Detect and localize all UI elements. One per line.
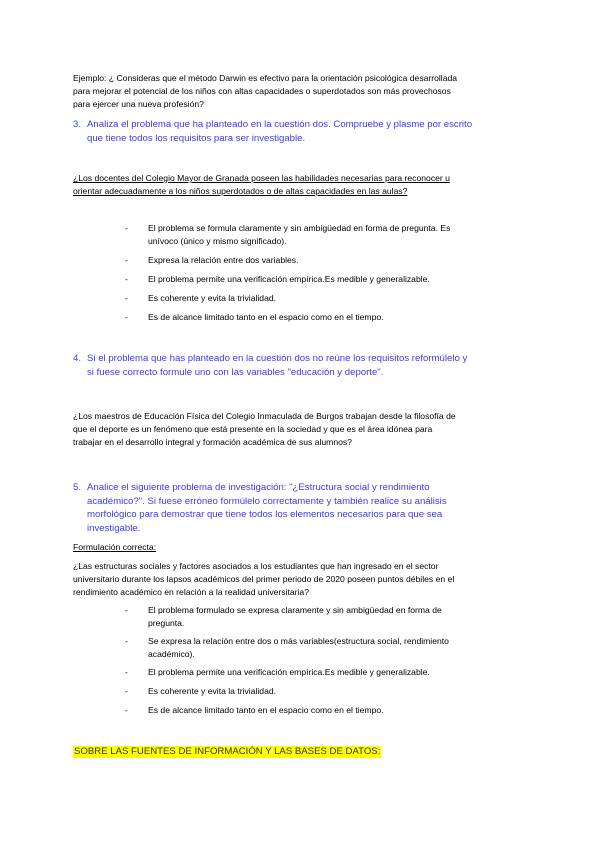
list-item <box>125 254 525 267</box>
list-dash: - <box>125 223 128 233</box>
list-item-text: Es coherente y evita la trivialidad. <box>148 686 277 696</box>
item-text: investigable. <box>87 522 141 534</box>
requirements-list-1 <box>125 222 525 324</box>
list-dash: - <box>125 312 128 322</box>
item-text: Analice el siguiente problema de investigación: "¿Estructura social y rendimiento <box>87 482 430 493</box>
list-item <box>125 311 525 324</box>
item-number: 4. <box>73 353 82 364</box>
list-item-text: Se expresa la relación entre dos o más variables(estructura social, rendimiento <box>148 636 449 646</box>
list-item-text: El problema permite una verificación empírica.Es medible y generalizable. <box>148 667 430 677</box>
list-item-text: Expresa la relación entre dos variables. <box>148 255 299 265</box>
list-item <box>125 704 525 717</box>
research-question-1 <box>73 172 523 198</box>
list-item-text: unívoco (único y mismo significado). <box>148 236 287 246</box>
list-item <box>125 273 525 286</box>
list-dash: - <box>125 274 128 284</box>
question-item-4 <box>73 352 523 379</box>
item-text: Analiza el problema que ha planteado en la cuestión dos. Compruebe y plasme por escrito <box>87 119 473 130</box>
item-text: si fuese correcto formule uno con las variables "educación y deporte". <box>87 366 384 378</box>
correct-formulation-heading: Formulación correcta: <box>73 542 157 552</box>
example-line: para ejercer una nueva profesión? <box>73 99 204 109</box>
question-line: rendimiento académico en relación a la realidad universitaria? <box>73 587 309 597</box>
corrected-question <box>73 560 523 599</box>
list-item <box>125 604 525 630</box>
list-dash: - <box>125 605 128 615</box>
item-number: 5. <box>73 482 82 493</box>
list-item-text: El problema se formula claramente y sin ambigüedad en forma de pregunta. Es <box>148 223 451 233</box>
question-item-5 <box>73 481 523 535</box>
list-dash: - <box>125 705 128 715</box>
question-line: ¿Los maestros de Educación Física del Colegio Inmaculada de Burgos trabajan desde la filosofía de <box>73 411 456 421</box>
requirements-list-2 <box>125 604 525 717</box>
list-item-text: El problema permite una verificación empírica.Es medible y generalizable. <box>148 274 430 284</box>
list-item <box>125 222 525 248</box>
question-line: universitario durante los lapsos académicos del primer periodo de 2020 poseen puntos débiles en el <box>73 574 455 584</box>
list-item <box>125 635 525 661</box>
example-paragraph <box>73 72 523 111</box>
section-heading-highlighted: SOBRE LAS FUENTES DE INFORMACIÓN Y LAS BASES DE DATOS: <box>74 746 381 757</box>
list-dash: - <box>125 667 128 677</box>
list-dash: - <box>125 686 128 696</box>
item-text: Si el problema que has planteado en la cuestión dos no reúne los requisitos reformúlelo y <box>87 353 468 364</box>
list-item-text: El problema formulado se expresa claramente y sin ambigüedad en forma de <box>148 605 442 615</box>
question-line: ¿Las estructuras sociales y factores asociados a los estudiantes que han ingresado en el sector <box>73 561 439 571</box>
list-dash: - <box>125 255 128 265</box>
example-line: Ejemplo: ¿ Consideras que el método Darwin es efectivo para la orientación psicológica desarrollada <box>73 73 458 83</box>
item-text: morfológico para demostrar que tiene todos los elementos necesarios para que sea <box>87 509 443 520</box>
question-line: que el deporte es un fenómeno que está presente en la sociedad y que es el área idónea para <box>73 424 433 434</box>
list-item-text: Es de alcance limitado tanto en el espacio como en el tiempo. <box>148 705 384 715</box>
question-line: orientar adecuadamente a los niños superdotados o de altas capacidades en las aulas? <box>73 186 408 196</box>
list-item-text: Es de alcance limitado tanto en el espacio como en el tiempo. <box>148 312 384 322</box>
example-line: para mejorar el potencial de los niños con altas capacidades o superdotados son más provechosos <box>73 86 451 96</box>
item-number: 3. <box>73 119 82 130</box>
question-line: ¿Los docentes del Colegio Mayor de Granada poseen las habilidades necesarias para reconocer u <box>73 173 450 183</box>
list-item-text: académico). <box>148 649 195 659</box>
list-dash: - <box>125 293 128 303</box>
item-text: académico?". Si fuese erróneo formúlelo correctamente y también realice su análisis <box>87 495 447 507</box>
list-item-text: Es coherente y evita la trivialidad. <box>148 293 277 303</box>
list-dash: - <box>125 636 128 646</box>
list-item-text: pregunta. <box>148 618 185 628</box>
question-line: trabajar en el desarrollo integral y formación académica de sus alumnos? <box>73 437 352 447</box>
list-item <box>125 685 525 698</box>
research-question-2 <box>73 410 523 449</box>
list-item <box>125 292 525 305</box>
question-item-3 <box>73 118 523 145</box>
list-item <box>125 666 525 679</box>
item-text: que tiene todos los requisitos para ser investigable. <box>87 132 306 144</box>
